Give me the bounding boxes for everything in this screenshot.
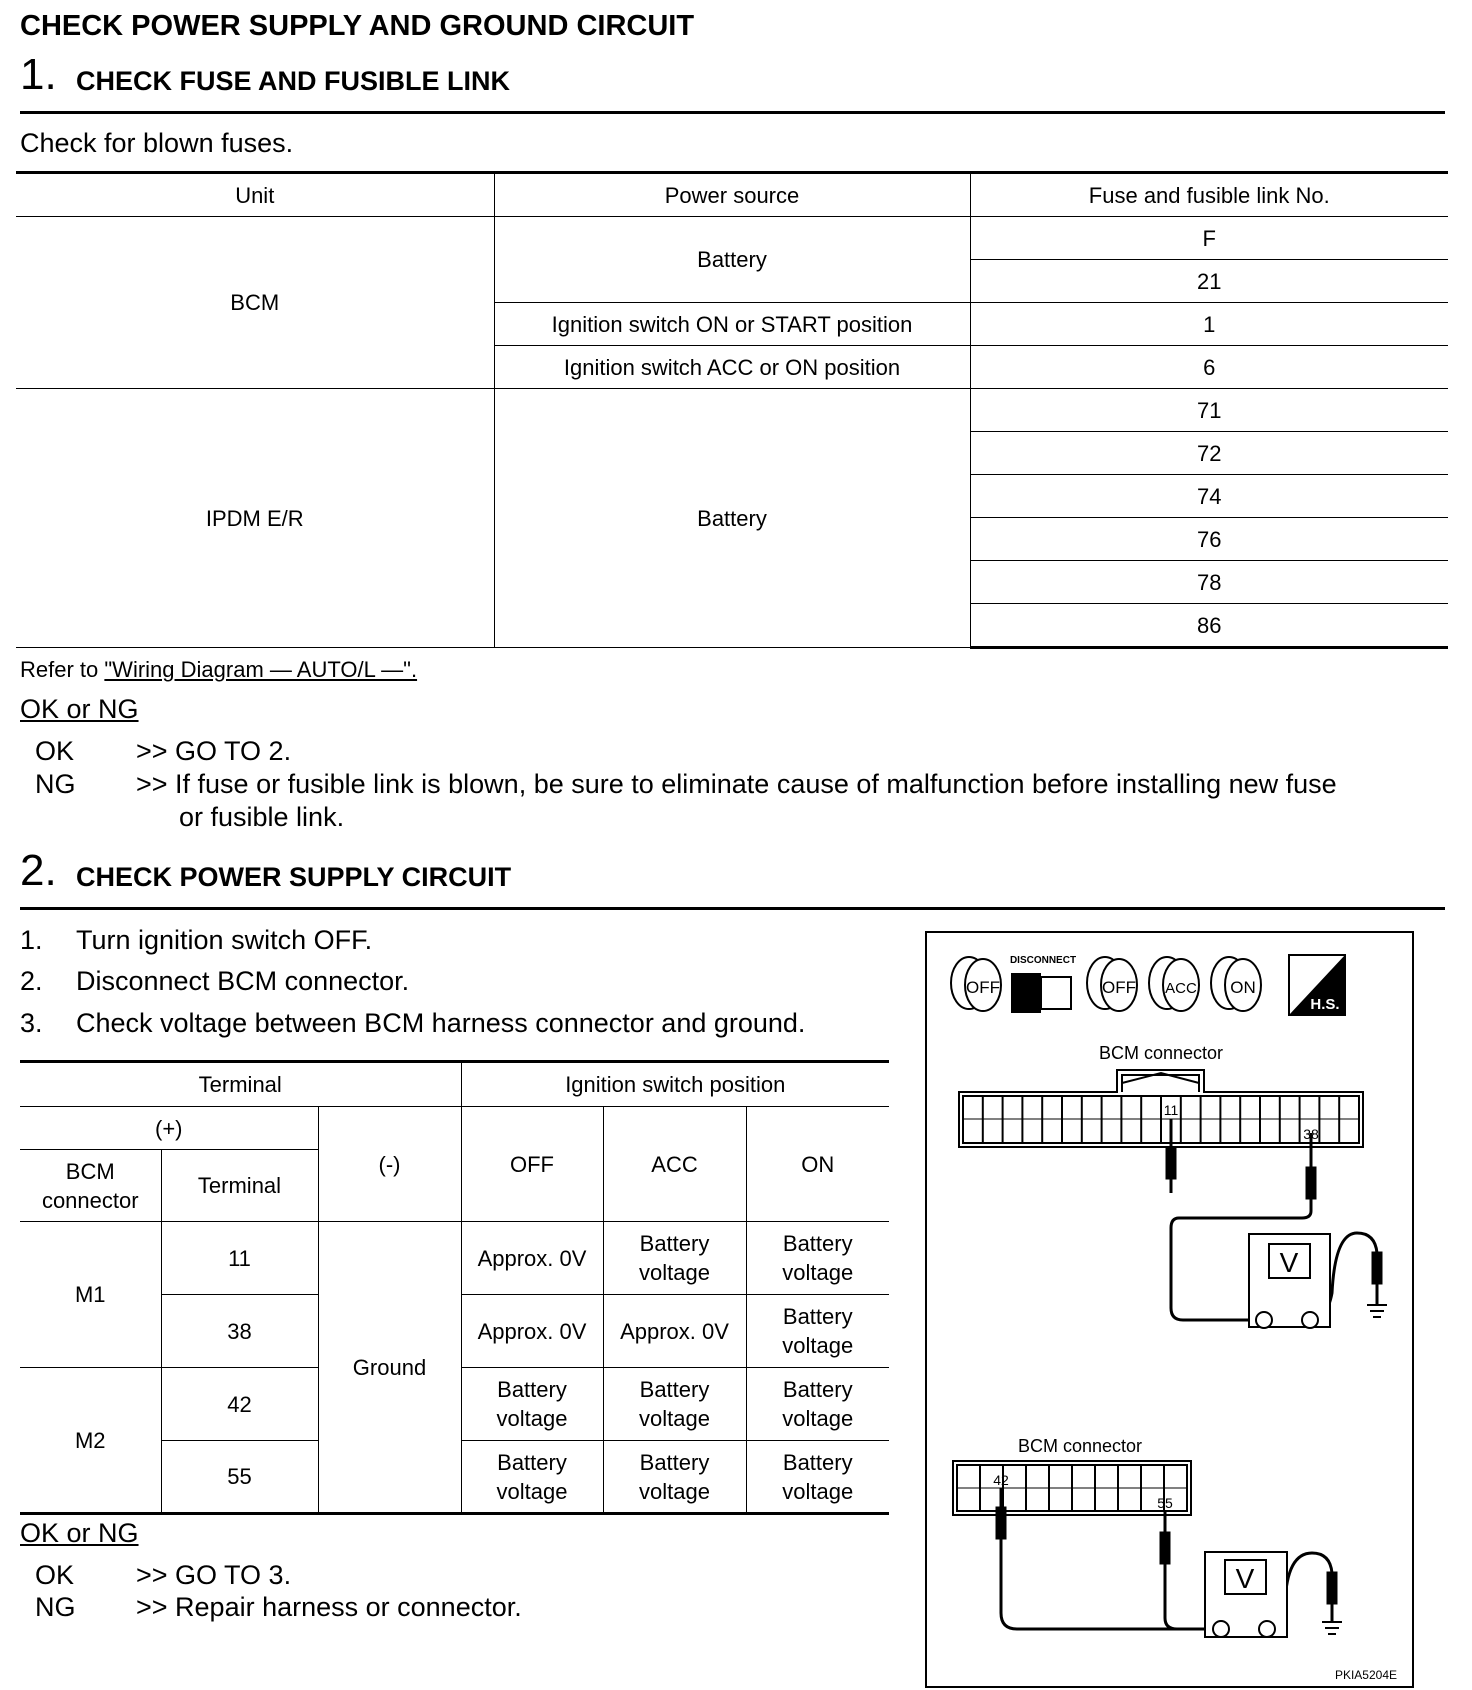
value-on: Battery voltage [746, 1222, 889, 1295]
figure-code: PKIA5204E [1334, 1668, 1397, 1682]
value-acc: Battery voltage [603, 1441, 746, 1514]
terminal: 42 [161, 1368, 318, 1441]
ignition-on-icon [1211, 957, 1261, 1011]
ok-ng-heading: OK or NG [20, 694, 139, 724]
header-unit: Unit [16, 173, 494, 217]
ok-action: >> GO TO 3. [136, 1560, 292, 1590]
pin-55-label: 55 [1157, 1495, 1173, 1511]
step-text: Turn ignition switch OFF. [76, 925, 373, 955]
source: Ignition switch ON or START position [494, 303, 970, 346]
ok-ng-heading: OK or NG [20, 1518, 139, 1548]
unit-bcm: BCM [16, 217, 494, 389]
fuse: 6 [970, 346, 1448, 389]
wiring-test-diagram [925, 931, 1414, 1688]
ignition-off-icon [951, 957, 1001, 1011]
header-terminal: Terminal [20, 1062, 461, 1107]
value-off: Approx. 0V [461, 1222, 603, 1295]
value-acc: Battery voltage [603, 1222, 746, 1295]
ng-action-cont: or fusible link. [179, 802, 345, 832]
step1-title: CHECK FUSE AND FUSIBLE LINK [76, 66, 511, 96]
ng-label: NG [35, 769, 76, 799]
ng-action: >> Repair harness or connector. [136, 1592, 522, 1622]
value-on: Battery voltage [746, 1441, 889, 1514]
page-title: CHECK POWER SUPPLY AND GROUND CIRCUIT [20, 10, 695, 42]
fuse: 1 [970, 303, 1448, 346]
value-acc: Battery voltage [603, 1368, 746, 1441]
step1-instruction: Check for blown fuses. [20, 128, 294, 158]
fuse: 74 [970, 475, 1448, 518]
header-bcm-connector: BCM connector [20, 1150, 161, 1222]
header-off: OFF [461, 1107, 603, 1222]
ng-label: NG [35, 1592, 76, 1622]
divider [20, 907, 1445, 910]
header-plus: (+) [20, 1107, 318, 1150]
voltmeter-label: V [1279, 1247, 1299, 1278]
ok-label: OK [35, 736, 75, 766]
ok-label: OK [35, 1560, 75, 1590]
step-num: 3. [20, 1008, 43, 1038]
ok-action: >> GO TO 2. [136, 736, 292, 766]
terminal: 55 [161, 1441, 318, 1514]
fuse: 71 [970, 389, 1448, 432]
disconnect-icon [1010, 955, 1076, 1013]
ignition-acc-icon [1149, 957, 1199, 1011]
value-on: Battery voltage [746, 1295, 889, 1368]
voltage-table [20, 1060, 889, 1515]
svg-text:ACC: ACC [1165, 980, 1197, 997]
header-terminal-no: Terminal [161, 1150, 318, 1222]
value-off: Approx. 0V [461, 1295, 603, 1368]
wiring-diagram-link[interactable]: "Wiring Diagram — AUTO/L —". [104, 657, 418, 682]
source: Battery [494, 389, 970, 648]
step-text: Check voltage between BCM harness connector and ground. [76, 1008, 806, 1038]
svg-text:OFF: OFF [966, 978, 1000, 997]
fuse: 86 [970, 604, 1448, 648]
header-fuse: Fuse and fusible link No. [970, 173, 1448, 217]
fuse: F [970, 217, 1448, 260]
fuse: 78 [970, 561, 1448, 604]
value-acc: Approx. 0V [603, 1295, 746, 1368]
connector-label: BCM connector [1098, 1043, 1224, 1063]
header-on: ON [746, 1107, 889, 1222]
header-ignition: Ignition switch position [461, 1062, 889, 1107]
source: Ignition switch ACC or ON position [494, 346, 970, 389]
unit-ipdm: IPDM E/R [16, 389, 494, 648]
connector-label: BCM connector [1017, 1436, 1143, 1456]
fuse-table [16, 171, 1448, 649]
value-off: Battery voltage [461, 1441, 603, 1514]
header-power-source: Power source [494, 173, 970, 217]
svg-text:H.S.: H.S. [1310, 996, 1340, 1013]
step2-title: CHECK POWER SUPPLY CIRCUIT [76, 862, 512, 892]
fuse: 72 [970, 432, 1448, 475]
source: Battery [494, 217, 970, 303]
voltmeter-label: V [1235, 1563, 1255, 1594]
value-off: Battery voltage [461, 1368, 603, 1441]
diagram-svg [927, 933, 1412, 1686]
pin-11-label: 11 [1163, 1102, 1179, 1118]
refer-text: Refer to [20, 657, 105, 682]
ground: Ground [318, 1222, 461, 1514]
ignition-off-icon [1087, 957, 1137, 1011]
step1-number: 1. [20, 50, 57, 99]
divider [20, 111, 1445, 114]
ng-action: >> If fuse or fusible link is blown, be sure to eliminate cause of malfunction before installing new fuse [136, 769, 1337, 799]
connector: M2 [20, 1368, 161, 1514]
pin-38-label: 38 [1303, 1126, 1319, 1142]
connector: M1 [20, 1222, 161, 1368]
step-num: 1. [20, 925, 43, 955]
value-on: Battery voltage [746, 1368, 889, 1441]
terminal: 11 [161, 1222, 318, 1295]
svg-text:DISCONNECT: DISCONNECT [1009, 955, 1077, 966]
step-text: Disconnect BCM connector. [76, 966, 410, 996]
svg-text:ON: ON [1230, 978, 1256, 997]
pin-42-label: 42 [993, 1472, 1009, 1488]
fuse: 21 [970, 260, 1448, 303]
header-acc: ACC [603, 1107, 746, 1222]
step-num: 2. [20, 966, 43, 996]
header-minus: (-) [318, 1107, 461, 1222]
step2-number: 2. [20, 846, 57, 895]
harness-side-icon [1289, 955, 1345, 1015]
fuse: 76 [970, 518, 1448, 561]
terminal: 38 [161, 1295, 318, 1368]
svg-text:OFF: OFF [1102, 978, 1136, 997]
